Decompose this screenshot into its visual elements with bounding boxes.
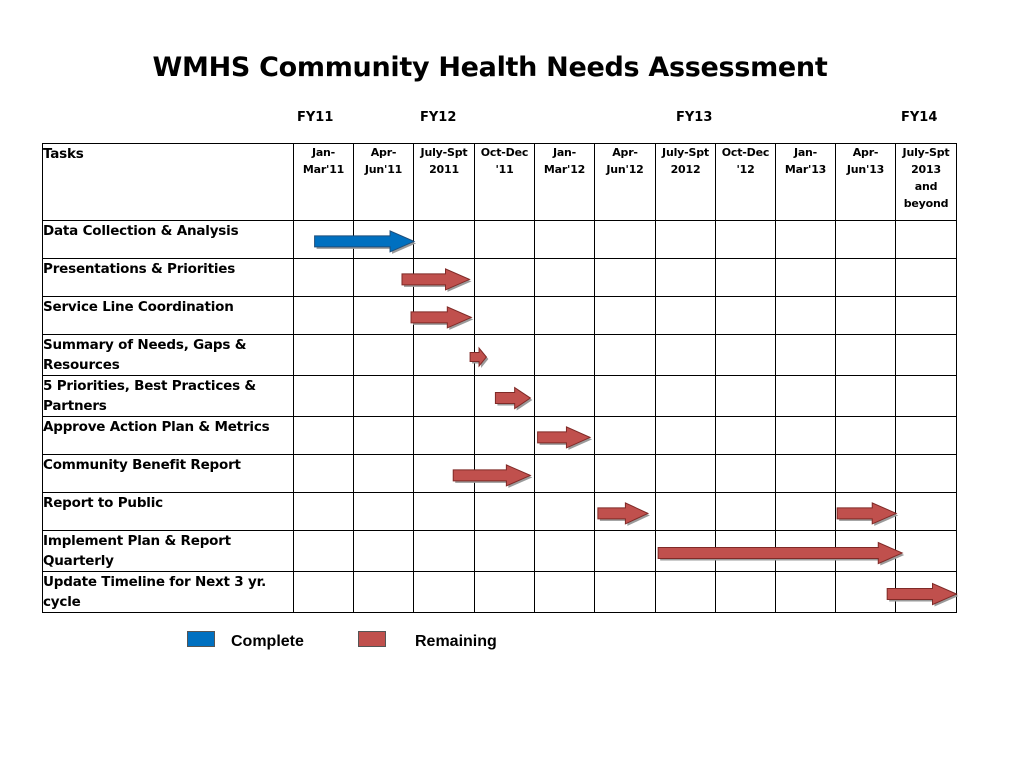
- timeline-cell: [836, 455, 896, 493]
- table-row: [43, 259, 957, 297]
- task-name: Approve Action Plan & Metrics: [43, 417, 294, 455]
- timeline-cell: [475, 531, 535, 572]
- timeline-cell: [896, 417, 957, 455]
- period-header: Apr- Jun'13: [836, 144, 896, 221]
- timeline-cell: [595, 259, 656, 297]
- table-row: [43, 493, 957, 531]
- timeline-cell: [354, 297, 414, 335]
- timeline-cell: [294, 297, 354, 335]
- timeline-cell: [836, 376, 896, 417]
- fy-label-fy12: FY12: [420, 110, 457, 125]
- period-header: Jan- Mar'12: [535, 144, 595, 221]
- timeline-cell: [776, 417, 836, 455]
- timeline-cell: [896, 259, 957, 297]
- timeline-cell: [354, 531, 414, 572]
- timeline-cell: [475, 455, 535, 493]
- table-row: [43, 376, 957, 417]
- timeline-cell: [836, 259, 896, 297]
- legend-complete-swatch: [187, 631, 215, 647]
- timeline-cell: [414, 493, 475, 531]
- timeline-cell: [656, 335, 716, 376]
- task-name: Report to Public: [43, 493, 294, 531]
- timeline-cell: [354, 335, 414, 376]
- legend-complete-label: Complete: [231, 633, 304, 650]
- timeline-cell: [896, 572, 957, 613]
- timeline-cell: [354, 221, 414, 259]
- table-row: [43, 417, 957, 455]
- timeline-cell: [776, 335, 836, 376]
- timeline-cell: [535, 376, 595, 417]
- timeline-cell: [836, 417, 896, 455]
- header-row: [43, 144, 957, 221]
- timeline-cell: [716, 417, 776, 455]
- timeline-cell: [414, 531, 475, 572]
- timeline-cell: [294, 493, 354, 531]
- timeline-cell: [475, 572, 535, 613]
- timeline-cell: [535, 221, 595, 259]
- timeline-cell: [354, 259, 414, 297]
- period-header: July-Spt 2011: [414, 144, 475, 221]
- timeline-cell: [656, 455, 716, 493]
- timeline-cell: [414, 335, 475, 376]
- timeline-cell: [716, 455, 776, 493]
- timeline-cell: [716, 376, 776, 417]
- timeline-cell: [656, 572, 716, 613]
- timeline-cell: [294, 221, 354, 259]
- timeline-cell: [656, 221, 716, 259]
- timeline-cell: [535, 297, 595, 335]
- timeline-cell: [896, 455, 957, 493]
- timeline-cell: [535, 259, 595, 297]
- task-name: Service Line Coordination: [43, 297, 294, 335]
- table-row: [43, 455, 957, 493]
- period-header: Oct-Dec '12: [716, 144, 776, 221]
- timeline-cell: [595, 572, 656, 613]
- period-header: July-Spt 2012: [656, 144, 716, 221]
- task-name: Implement Plan & Report Quarterly: [43, 531, 294, 572]
- timeline-cell: [475, 376, 535, 417]
- timeline-cell: [595, 531, 656, 572]
- timeline-cell: [836, 572, 896, 613]
- timeline-cell: [294, 417, 354, 455]
- timeline-cell: [595, 376, 656, 417]
- timeline-cell: [475, 221, 535, 259]
- task-name: Community Benefit Report: [43, 455, 294, 493]
- timeline-cell: [836, 335, 896, 376]
- timeline-cell: [475, 493, 535, 531]
- timeline-cell: [896, 531, 957, 572]
- timeline-cell: [776, 531, 836, 572]
- timeline-cell: [656, 493, 716, 531]
- timeline-cell: [414, 572, 475, 613]
- timeline-cell: [535, 417, 595, 455]
- timeline-cell: [414, 221, 475, 259]
- timeline-cell: [836, 297, 896, 335]
- timeline-cell: [716, 493, 776, 531]
- timeline-cell: [475, 259, 535, 297]
- timeline-cell: [776, 221, 836, 259]
- task-name: Presentations & Priorities: [43, 259, 294, 297]
- tasks-header: Tasks: [43, 144, 294, 221]
- period-header: Jan- Mar'11: [294, 144, 354, 221]
- timeline-cell: [716, 335, 776, 376]
- timeline-cell: [535, 335, 595, 376]
- timeline-cell: [354, 376, 414, 417]
- fy-label-fy13: FY13: [676, 110, 713, 125]
- timeline-cell: [354, 572, 414, 613]
- timeline-cell: [716, 221, 776, 259]
- timeline-cell: [595, 493, 656, 531]
- timeline-cell: [776, 455, 836, 493]
- timeline-cell: [656, 297, 716, 335]
- timeline-cell: [716, 531, 776, 572]
- timeline-cell: [595, 221, 656, 259]
- table-row: [43, 335, 957, 376]
- task-name: Summary of Needs, Gaps & Resources: [43, 335, 294, 376]
- legend-remaining-label: Remaining: [415, 633, 497, 650]
- timeline-cell: [656, 531, 716, 572]
- task-name: 5 Priorities, Best Practices & Partners: [43, 376, 294, 417]
- timeline-cell: [595, 335, 656, 376]
- timeline-cell: [294, 259, 354, 297]
- timeline-cell: [294, 455, 354, 493]
- timeline-cell: [414, 259, 475, 297]
- fy-label-fy11: FY11: [297, 110, 334, 125]
- task-name: Update Timeline for Next 3 yr. cycle: [43, 572, 294, 613]
- timeline-cell: [896, 335, 957, 376]
- task-name: Data Collection & Analysis: [43, 221, 294, 259]
- timeline-cell: [656, 376, 716, 417]
- period-header: July-Spt 2013 and beyond: [896, 144, 957, 221]
- timeline-cell: [354, 417, 414, 455]
- table-row: [43, 572, 957, 613]
- timeline-cell: [294, 572, 354, 613]
- timeline-cell: [656, 259, 716, 297]
- timeline-cell: [475, 417, 535, 455]
- timeline-cell: [414, 417, 475, 455]
- period-header: Jan- Mar'13: [776, 144, 836, 221]
- timeline-cell: [535, 455, 595, 493]
- timeline-cell: [354, 493, 414, 531]
- timeline-cell: [535, 572, 595, 613]
- timeline-cell: [595, 297, 656, 335]
- timeline-cell: [414, 297, 475, 335]
- timeline-cell: [716, 572, 776, 613]
- table-row: [43, 221, 957, 259]
- timeline-cell: [716, 297, 776, 335]
- timeline-cell: [475, 335, 535, 376]
- timeline-cell: [535, 493, 595, 531]
- timeline-cell: [836, 531, 896, 572]
- table-row: [43, 297, 957, 335]
- timeline-cell: [896, 297, 957, 335]
- table-row: [43, 531, 957, 572]
- timeline-cell: [776, 259, 836, 297]
- fy-label-fy14: FY14: [901, 110, 938, 125]
- period-header: Oct-Dec '11: [475, 144, 535, 221]
- timeline-cell: [535, 531, 595, 572]
- timeline-cell: [294, 335, 354, 376]
- timeline-cell: [896, 376, 957, 417]
- timeline-cell: [716, 259, 776, 297]
- period-header: Apr- Jun'12: [595, 144, 656, 221]
- timeline-cell: [414, 376, 475, 417]
- timeline-cell: [776, 376, 836, 417]
- period-header: Apr- Jun'11: [354, 144, 414, 221]
- page-title: WMHS Community Health Needs Assessment: [152, 52, 828, 83]
- timeline-cell: [776, 493, 836, 531]
- timeline-cell: [896, 493, 957, 531]
- timeline-cell: [595, 455, 656, 493]
- timeline-cell: [294, 531, 354, 572]
- timeline-cell: [836, 493, 896, 531]
- timeline-cell: [776, 297, 836, 335]
- timeline-cell: [294, 376, 354, 417]
- timeline-cell: [836, 221, 896, 259]
- timeline-cell: [414, 455, 475, 493]
- legend-remaining-swatch: [358, 631, 386, 647]
- timeline-cell: [656, 417, 716, 455]
- timeline-cell: [354, 455, 414, 493]
- timeline-cell: [776, 572, 836, 613]
- timeline-cell: [595, 417, 656, 455]
- gantt-table: [42, 143, 957, 613]
- timeline-cell: [896, 221, 957, 259]
- timeline-cell: [475, 297, 535, 335]
